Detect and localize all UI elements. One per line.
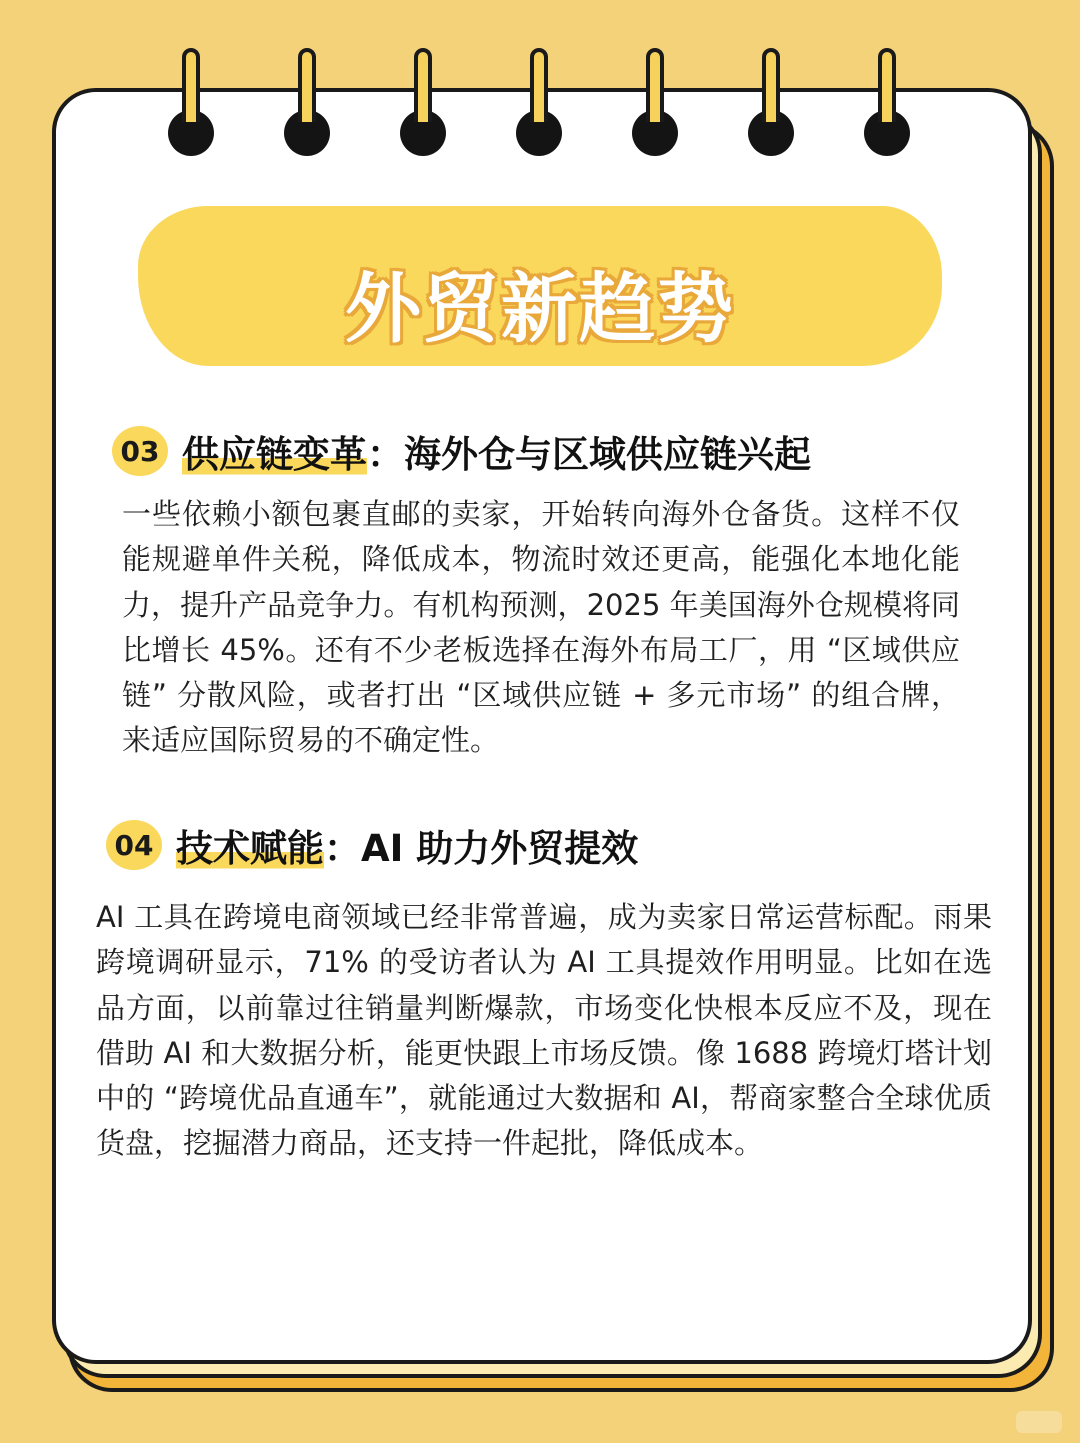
section-number-badge: 03 [112,426,168,476]
section-title-highlight: 技术赋能 [176,827,324,870]
section-header-04 [106,818,638,872]
watermark [1016,1411,1062,1433]
notebook-ring-icon [864,48,910,158]
section-title-rest: ：AI 助力外贸提效 [324,827,639,870]
section-number-badge: 04 [106,820,162,870]
section-body-03: 一些依赖小额包裹直邮的卖家，开始转向海外仓备货。这样不仅能规避单件关税，降低成本，物流时效还更高，能强化本地化能力，提升产品竞争力。有机构预测，2025 年美国海外仓规模将同比增长 45%。还有不少老板选择在海外布局工厂，用 “区域供应链” 分散风险，或者打出 “区域供应链 + 多元市场” 的组合牌，来适应国际贸易的不确定性。 [122,497,960,758]
section-header-03 [112,424,811,478]
section-body-04: AI 工具在跨境电商领域已经非常普遍，成为卖家日常运营标配。雨果跨境调研显示，71% 的受访者认为 AI 工具提效作用明显。比如在选品方面，以前靠过往销量判断爆款，市场变化快根本反应不及，现在借助 AI 和大数据分析，能更快跟上市场反馈。像 1688 跨境灯塔计划中的 “跨境优品直通车”，就能通过大数据和 AI，帮商家整合全球优质货盘，挖掘潜力商品，还支持一件起批，降低成本。 [96,900,992,1161]
notebook-ring-icon [284,48,330,158]
notebook-ring-icon [748,48,794,158]
section-title [182,424,811,478]
notebook-ring-icon [516,48,562,158]
notebook-ring-icon [168,48,214,158]
section-title [176,818,638,872]
page-title: 外贸新趋势 [345,264,735,353]
section-title-rest: ：海外仓与区域供应链兴起 [367,433,811,476]
notebook-ring-icon [632,48,678,158]
section-title-highlight: 供应链变革 [182,433,367,476]
notebook-ring-icon [400,48,446,158]
